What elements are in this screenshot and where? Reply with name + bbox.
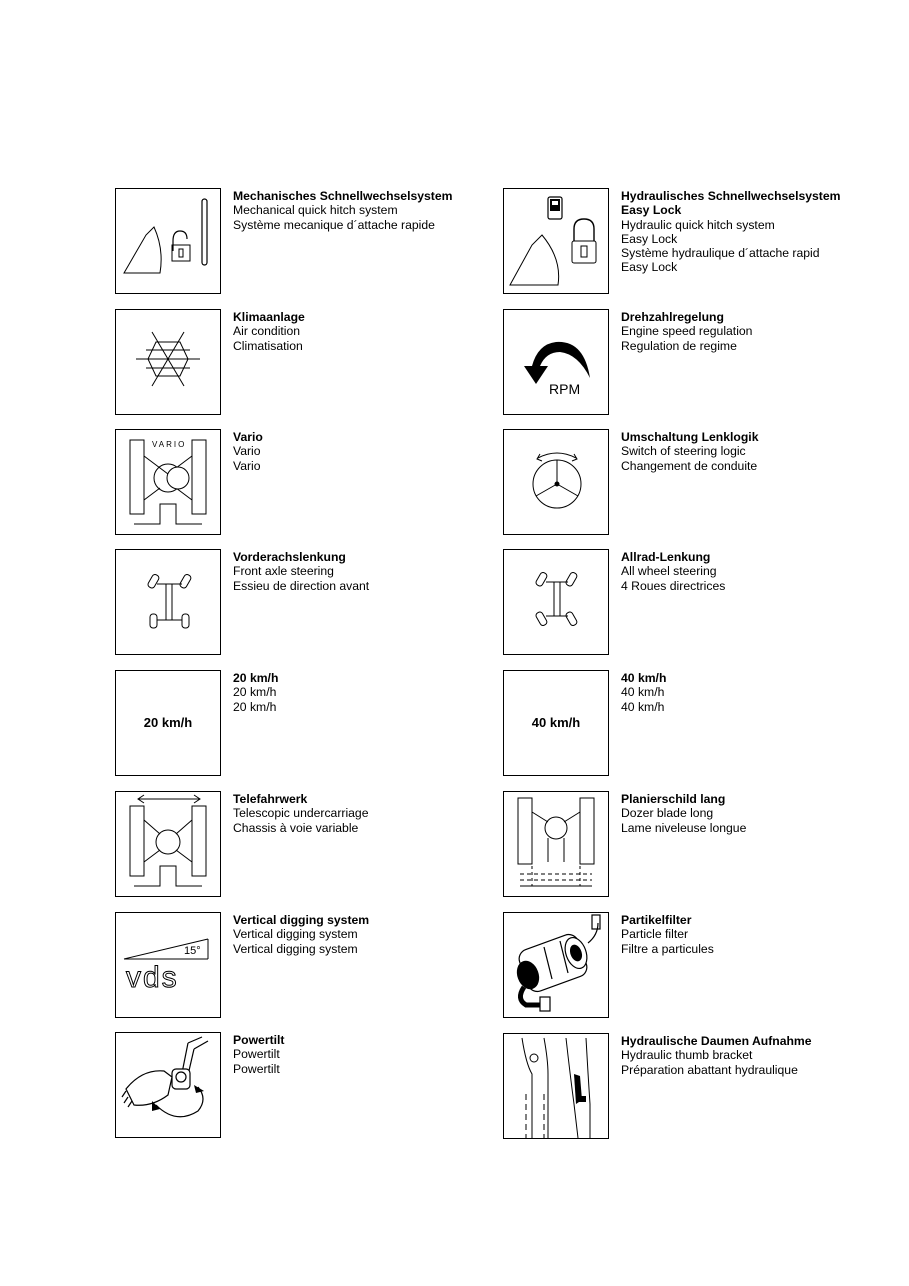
- option-air-condition: [115, 309, 495, 415]
- item-line: Vertical digging system: [233, 927, 358, 942]
- quick-hitch-lock-icon: [115, 188, 221, 294]
- steering-wheel-icon: [503, 429, 609, 535]
- item-line: All wheel steering: [621, 564, 717, 579]
- item-title: 40 km/h: [621, 671, 667, 685]
- item-line: Powertilt: [233, 1061, 280, 1076]
- item-title: Powertilt: [233, 1033, 285, 1047]
- item-title: 20 km/h: [233, 671, 279, 685]
- item-line: 20 km/h: [233, 685, 277, 700]
- item-line: Telescopic undercarriage: [233, 806, 369, 821]
- option-engine-speed: [503, 309, 883, 415]
- hydraulic-hitch-switch-icon: [503, 188, 609, 294]
- item-line: Switch of steering logic: [621, 444, 746, 459]
- option-hydraulic-thumb: [503, 1033, 883, 1139]
- item-line: Hydraulic thumb bracket: [621, 1048, 753, 1063]
- item-line: Essieu de direction avant: [233, 578, 370, 593]
- option-particle-filter: [503, 912, 883, 1018]
- hydraulic-thumb-icon: [503, 1033, 609, 1139]
- item-line: Climatisation: [233, 338, 303, 353]
- item-line: Vario: [233, 458, 261, 473]
- item-title: Partikelfilter: [621, 913, 692, 927]
- item-line: Changement de conduite: [621, 458, 758, 473]
- item-title: Allrad-Lenkung: [621, 550, 711, 564]
- rpm-label: RPM: [549, 381, 581, 397]
- snowflake-icon: [115, 309, 221, 415]
- item-title: Mechanisches Schnellwechselsystem: [233, 189, 453, 203]
- vds-label: vds: [126, 961, 179, 994]
- item-title: Telefahrwerk: [233, 792, 308, 806]
- item-title: Klimaanlage: [233, 310, 305, 324]
- speed-40-label: 40 km/h: [531, 715, 581, 730]
- item-line: 20 km/h: [233, 699, 277, 714]
- option-hydraulic-quick-hitch: [503, 188, 883, 294]
- item-line: Hydraulic quick hitch system: [621, 217, 775, 232]
- speed-40-icon: [503, 670, 609, 776]
- item-title: Hydraulische Daumen Aufnahme: [621, 1034, 812, 1048]
- speed-20-icon: [115, 670, 221, 776]
- option-all-wheel-steering: [503, 549, 883, 655]
- item-line: Front axle steering: [233, 564, 334, 579]
- option-powertilt: [115, 1032, 495, 1138]
- item-title: Vorderachslenkung: [233, 550, 346, 564]
- item-line: Particle filter: [621, 927, 689, 942]
- item-line: Dozer blade long: [621, 806, 714, 821]
- item-title-secondary: Easy Lock: [621, 203, 682, 218]
- item-line: Engine speed regulation: [621, 324, 753, 339]
- item-title: Vertical digging system: [233, 913, 370, 927]
- item-title: Hydraulisches Schnellwechselsystem: [621, 189, 841, 203]
- option-mechanical-quick-hitch: [115, 188, 495, 294]
- item-title: Drehzahlregelung: [621, 310, 724, 324]
- option-vertical-digging: [115, 912, 495, 1018]
- vds-angle-label: 15°: [184, 945, 201, 957]
- telescopic-undercarriage-icon: [115, 791, 221, 897]
- item-line: Lame niveleuse longue: [621, 820, 747, 835]
- item-title: Umschaltung Lenklogik: [621, 430, 759, 444]
- item-line: 40 km/h: [621, 685, 665, 700]
- front-axle-steering-icon: [115, 549, 221, 655]
- option-steering-logic: [503, 429, 883, 535]
- vario-undercarriage-icon: [115, 429, 221, 535]
- item-line: 4 Roues directrices: [621, 578, 726, 593]
- vds-logo-icon: [115, 912, 221, 1018]
- item-line: Easy Lock: [621, 231, 678, 246]
- item-line: Préparation abattant hydraulique: [621, 1062, 798, 1077]
- item-line: Powertilt: [233, 1047, 280, 1062]
- item-title: Vario: [233, 430, 263, 444]
- all-wheel-steering-icon: [503, 549, 609, 655]
- item-line: Mechanical quick hitch system: [233, 203, 398, 218]
- option-20-kmh: [115, 670, 495, 776]
- option-front-axle-steering: [115, 549, 495, 655]
- item-line: Chassis à voie variable: [233, 820, 359, 835]
- option-dozer-blade-long: [503, 791, 883, 897]
- vario-label: VARIO: [152, 440, 187, 449]
- item-line: Système hydraulique d´attache rapid: [621, 246, 820, 261]
- dozer-blade-icon: [503, 791, 609, 897]
- item-line: Vertical digging system: [233, 941, 358, 956]
- speed-20-label: 20 km/h: [143, 715, 193, 730]
- rpm-arrow-icon: [503, 309, 609, 415]
- item-line: Filtre a particules: [621, 941, 714, 956]
- item-line: Easy Lock: [621, 260, 678, 275]
- option-vario: [115, 429, 495, 535]
- particle-filter-icon: [503, 912, 609, 1018]
- option-telescopic-undercarriage: [115, 791, 495, 897]
- item-line: Vario: [233, 444, 261, 459]
- item-line: Regulation de regime: [621, 338, 737, 353]
- item-line: Système mecanique d´attache rapide: [233, 217, 435, 232]
- option-40-kmh: [503, 670, 883, 776]
- item-line: Air condition: [233, 324, 301, 339]
- item-title: Planierschild lang: [621, 792, 726, 806]
- item-line: 40 km/h: [621, 699, 665, 714]
- powertilt-bucket-icon: [115, 1032, 221, 1138]
